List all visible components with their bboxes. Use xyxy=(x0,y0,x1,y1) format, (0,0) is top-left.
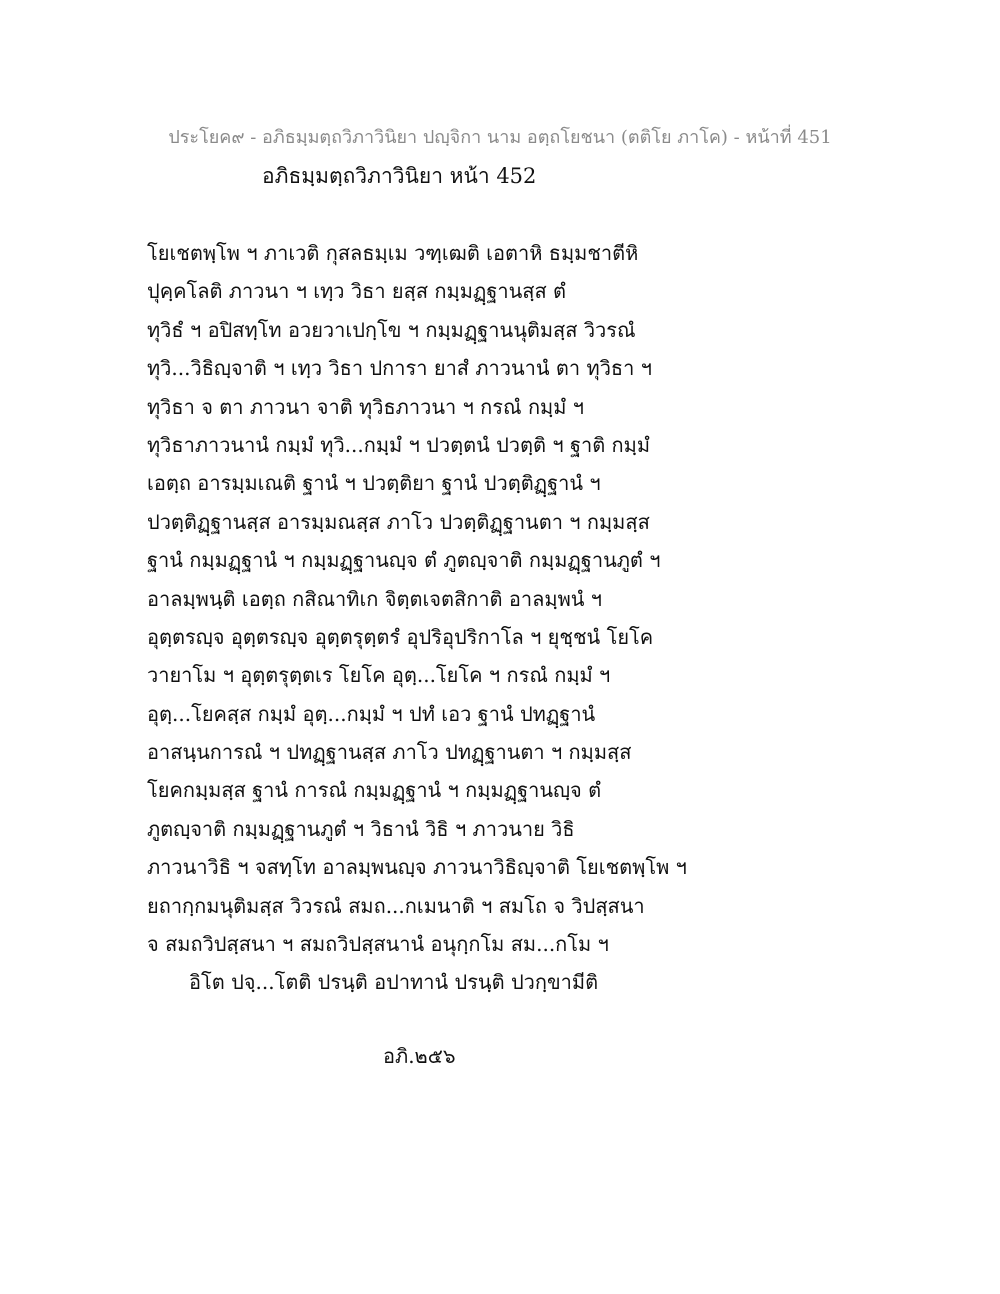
text-line: ภาวนาวิธิ ฯ จสทฺโท อาลมฺพนญฺจ ภาวนาวิธิญฺจาติ โยเชตพฺโพ ฯ xyxy=(147,855,687,880)
text-line: วายาโม ฯ อุตฺตรุตฺตเร โยโค อุตฺ...โยโค ฯ กรณํ กมฺมํ ฯ xyxy=(147,663,611,688)
text-line: ปวตฺติฏฺฐานสฺส อารมฺมณสฺส ภาโว ปวตฺติฏฺฐานตา ฯ กมฺมสฺส xyxy=(147,509,650,534)
running-header: ประโยค๙ - อภิธมฺมตฺถวิภาวินิยา ปญฺจิกา นาม อตฺถโยชนา (ตติโย ภาโค) - หน้าที่ 451 xyxy=(168,127,832,148)
text-line: ภูตญฺจาติ กมฺมฏฺฐานภูตํ ฯ วิธานํ วิธิ ฯ ภาวนาย วิธิ xyxy=(147,816,575,841)
text-line: อุตฺตรญฺจ อุตฺตรญฺจ อุตฺตรุตฺตรํ อุปริอุปริกาโล ฯ ยุชฺชนํ โยโค xyxy=(147,624,654,649)
text-line: โยคกมฺมสฺส ฐานํ การณํ กมฺมฏฺฐานํ ฯ กมฺมฏฺฐานญฺจ ตํ xyxy=(147,778,602,803)
text-line: ปุคฺคโลติ ภาวนา ฯ เทฺว วิธา ยสฺส กมฺมฏฺฐานสฺส ตํ xyxy=(147,279,567,304)
text-line: ทุวิ...วิธิญฺจาติ ฯ เทฺว วิธา ปการา ยาสํ ภาวนานํ ตา ทุวิธา ฯ xyxy=(147,356,652,381)
text-line: อาสนฺนการณํ ฯ ปทฏฺฐานสฺส ภาโว ปทฏฺฐานตา ฯ กมฺมสฺส xyxy=(147,740,632,765)
text-line: ยถากฺกมนุติมสฺส วิวรณํ สมถ...กเมนาติ ฯ สมโถ จ วิปสฺสนา xyxy=(147,893,645,918)
page-reference: อภิ.๒๕๖ xyxy=(383,1044,456,1068)
text-line: ทุวิธํ ฯ อปิสทฺโท อวยวาเปกฺโข ฯ กมฺมฏฺฐานนุติมสฺส วิวรณํ xyxy=(147,317,636,342)
text-line: อุตฺ...โยคสฺส กมฺมํ อุตฺ...กมฺมํ ฯ ปทํ เอว ฐานํ ปทฏฺฐานํ xyxy=(147,701,596,726)
text-line: ฐานํ กมฺมฏฺฐานํ ฯ กมฺมฏฺฐานญฺจ ตํ ภูตญฺจาติ กมฺมฏฺฐานภูตํ ฯ xyxy=(147,548,661,573)
text-line: อาลมฺพนฺติ เอตฺถ กสิณาทิเก จิตฺตเจตสิกาติ อาลมฺพนํ ฯ xyxy=(147,586,603,611)
page-heading: อภิธมฺมตฺถวิภาวินิยา หน้า 452 xyxy=(262,164,537,188)
text-line: ทุวิธาภาวนานํ กมฺมํ ทุวิ...กมฺมํ ฯ ปวตฺตนํ ปวตฺติ ฯ ฐาติ กมฺมํ xyxy=(147,432,651,457)
text-line: โยเชตพฺโพ ฯ ภาเวติ กุสลธมฺเม วฑฺเฒติ เอตาหิ ธมฺมชาตีหิ xyxy=(147,241,639,265)
text-line: จ สมถวิปสฺสนา ฯ สมถวิปสฺสนานํ อนุกฺกโม สม...กโม ฯ xyxy=(147,932,609,957)
body-text xyxy=(147,234,927,1002)
text-line: ทุวิธา จ ตา ภาวนา จาติ ทุวิธภาวนา ฯ กรณํ กมฺมํ ฯ xyxy=(147,394,585,419)
indented-text-line: อิโต ปจฺ...โตติ ปรนฺติ อปาทานํ ปรนฺติ ปวกฺขามีติ xyxy=(189,970,599,995)
text-line: เอตฺถ อารมฺมเณติ ฐานํ ฯ ปวตฺติยา ฐานํ ปวตฺติฏฺฐานํ ฯ xyxy=(147,471,601,496)
